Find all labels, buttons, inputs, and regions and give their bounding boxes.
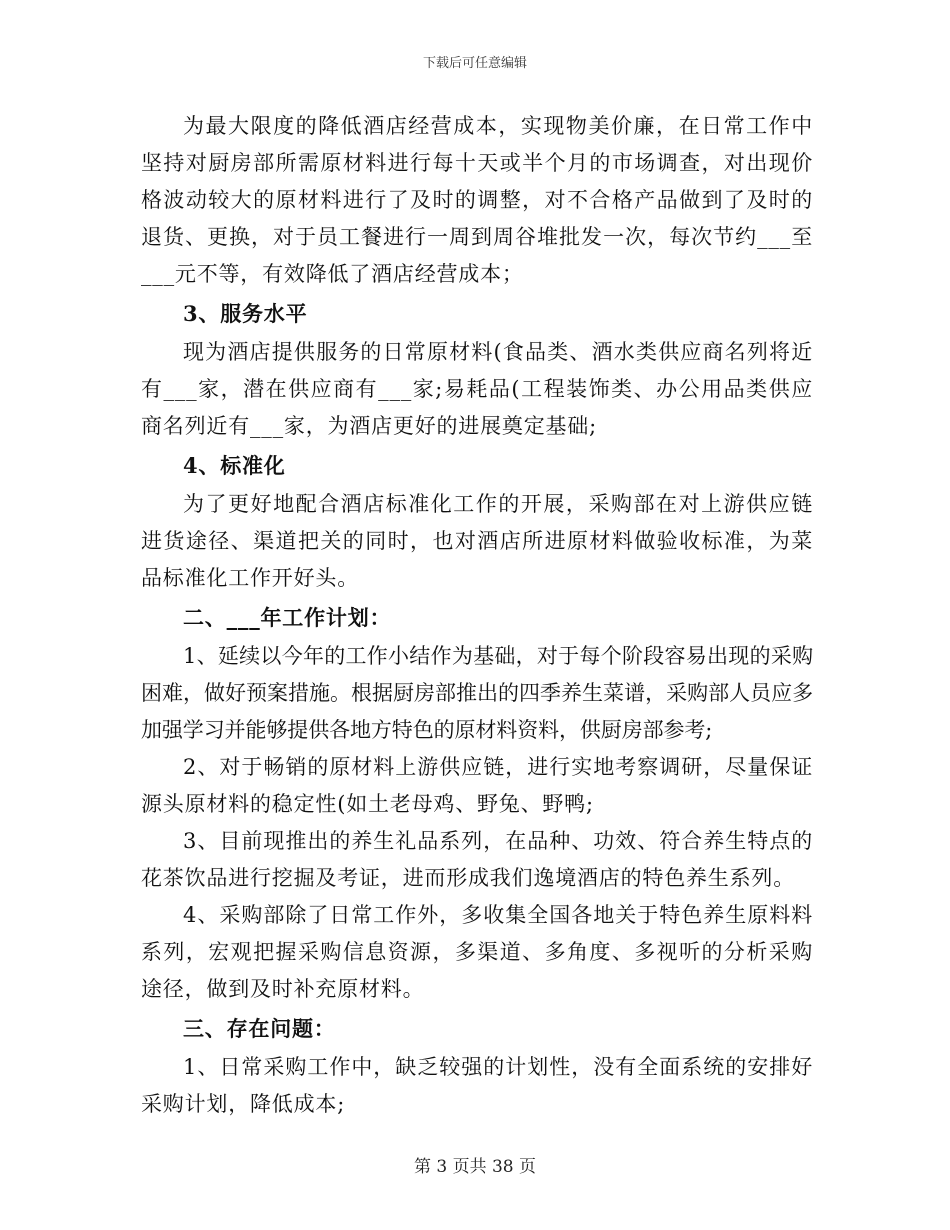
heading-work-plan: 二、___年工作计划： [183,605,392,630]
heading-service-level: 3、服务水平 [183,301,308,326]
problem-item-1: 1、日常采购工作中，缺乏较强的计划性，没有全面系统的安排好采购计划，降低成本; [141,1055,813,1116]
page-footer: 第 3 页共 38 页 [413,1157,537,1177]
page-header: 下载后可任意编辑 [422,56,527,71]
paragraph-standardization: 为了更好地配合酒店标准化工作的开展，采购部在对上游供应链进货途径、渠道把关的同时，也对酒店所进原材料做验收标准，为菜品标准化工作开好头。 [141,492,813,590]
paragraph-cost-reduction: 为最大限度的降低酒店经营成本，实现物美价廉，在日常工作中坚持对厨房部所需原材料进行每十天或半个月的市场调查，对出现价格波动较大的原材料进行了及时的调整，对不合格产品做到了及时的退货、更换，对于员工餐进行一周到周谷堆批发一次，每次节约___至___元不等，有效降低了酒店经营成本； [141,114,813,286]
plan-item-2: 2、对于畅销的原材料上游供应链，进行实地考察调研，尽量保证源头原材料的稳定性(如土老母鸡、野兔、野鸭; [141,755,813,816]
document-body [141,108,813,1123]
heading-existing-problems: 三、存在问题： [183,1016,336,1041]
paragraph-suppliers: 现为酒店提供服务的日常原材料(食品类、酒水类供应商名列将近有___家，潜在供应商有___家;易耗品(工程装饰类、办公用品类供应商名列近有___家，为酒店更好的进展奠定基础; [141,340,813,438]
plan-item-4: 4、采购部除了日常工作外，多收集全国各地关于特色养生原料料系列，宏观把握采购信息资源，多渠道、多角度、多视听的分析采购途径，做到及时补充原材料。 [141,903,813,1001]
plan-item-1: 1、延续以今年的工作小结作为基础，对于每个阶段容易出现的采购困难，做好预案措施。根据厨房部推出的四季养生菜谱，采购部人员应多加强学习并能够提供各地方特色的原材料资料，供厨房部参考; [141,644,813,742]
heading-standardization: 4、标准化 [183,453,286,478]
plan-item-3: 3、目前现推出的养生礼品系列，在品种、功效、符合养生特点的花茶饮品进行挖掘及考证，进而形成我们逸境酒店的特色养生系列。 [141,829,813,890]
